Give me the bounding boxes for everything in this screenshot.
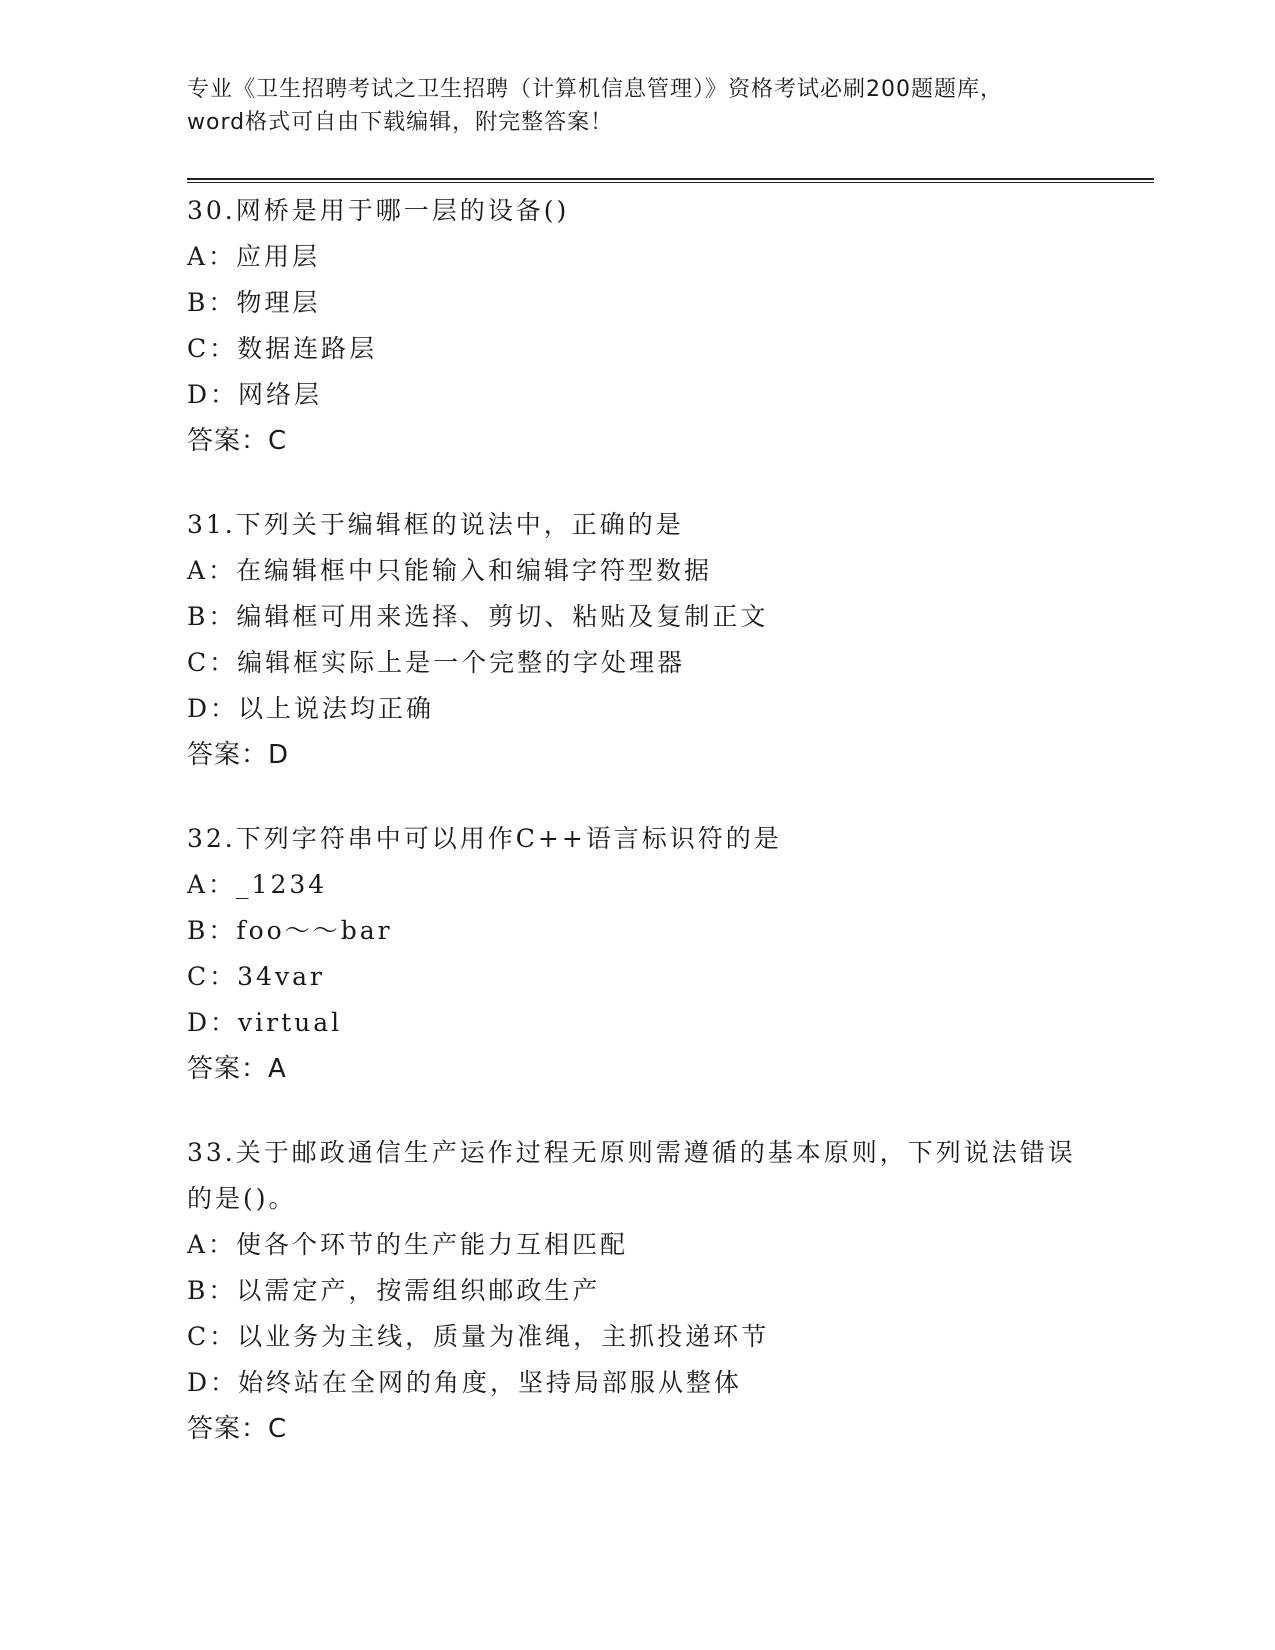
answer-line: 答案：C — [187, 1414, 288, 1444]
option-c: C：数据连路层 — [187, 334, 378, 363]
question-32 — [187, 816, 1087, 1092]
question-text: 32.下列字符串中可以用作C++语言标识符的是 — [187, 824, 782, 853]
option-a: A：在编辑框中只能输入和编辑字符型数据 — [187, 556, 713, 585]
option-b: B：foo～～bar — [187, 916, 393, 945]
option-a: A：应用层 — [187, 242, 321, 271]
option-c: C：34var — [187, 962, 325, 991]
answer-line: 答案：D — [187, 740, 290, 770]
option-a: A：使各个环节的生产能力互相匹配 — [187, 1230, 629, 1259]
option-d: D：始终站在全网的角度，坚持局部服从整体 — [187, 1368, 743, 1397]
answer-line: 答案：C — [187, 426, 288, 456]
header-divider — [187, 178, 1154, 183]
question-text: 30.网桥是用于哪一层的设备() — [187, 196, 570, 225]
answer-line: 答案：A — [187, 1054, 287, 1084]
option-b: B：物理层 — [187, 288, 321, 317]
header-line-2: word格式可自由下载编辑，附完整答案！ — [187, 110, 614, 135]
question-31 — [187, 502, 1087, 778]
page-header — [187, 73, 1087, 139]
question-33 — [187, 1130, 1087, 1452]
option-d: D：网络层 — [187, 380, 323, 409]
option-b: B：以需定产，按需组织邮政生产 — [187, 1276, 601, 1305]
option-d: D：virtual — [187, 1008, 343, 1037]
option-a: A：_1234 — [187, 870, 328, 899]
option-d: D：以上说法均正确 — [187, 694, 435, 723]
question-list — [187, 188, 1087, 1490]
option-c: C：以业务为主线，质量为准绳，主抓投递环节 — [187, 1322, 770, 1351]
option-b: B：编辑框可用来选择、剪切、粘贴及复制正文 — [187, 602, 769, 631]
option-c: C：编辑框实际上是一个完整的字处理器 — [187, 648, 686, 677]
header-line-1: 专业《卫生招聘考试之卫生招聘（计算机信息管理）》资格考试必刷200题题库， — [187, 77, 1003, 102]
question-30 — [187, 188, 1087, 464]
question-text: 31.下列关于编辑框的说法中，正确的是 — [187, 510, 684, 539]
question-text: 33.关于邮政通信生产运作过程无原则需遵循的基本原则，下列说法错误的是()。 — [187, 1138, 1076, 1213]
